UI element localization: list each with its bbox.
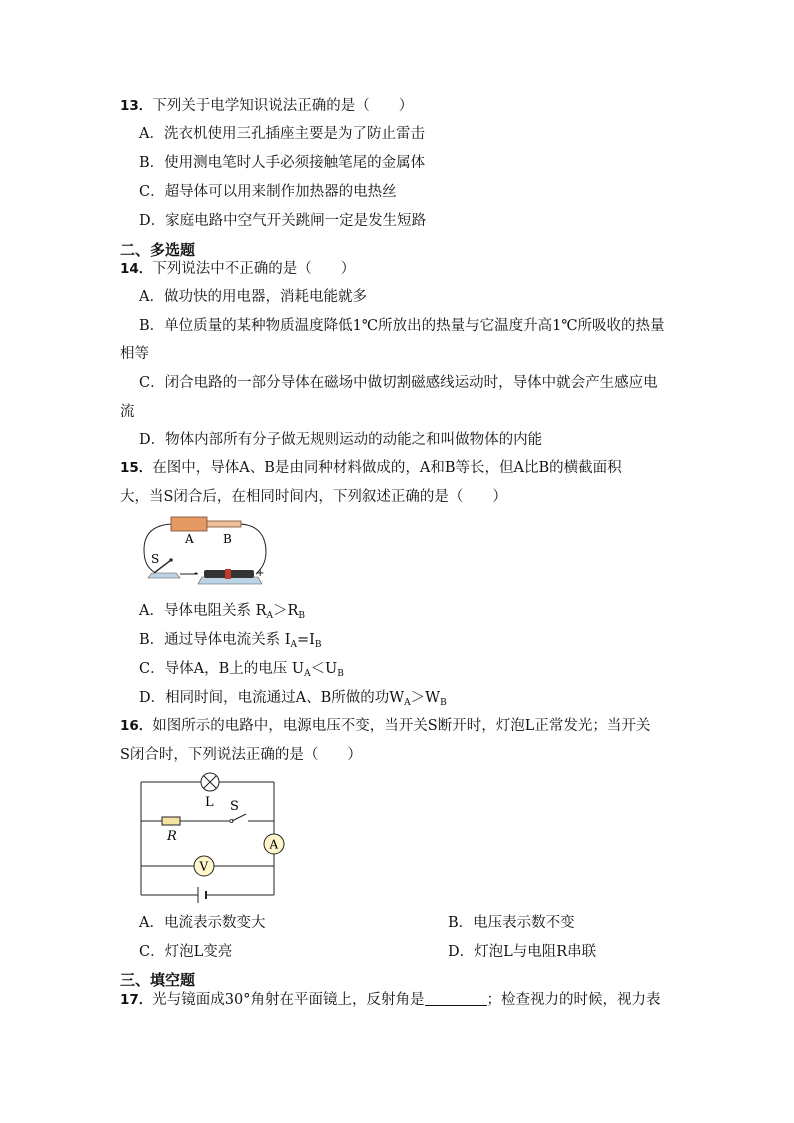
q16-option-b: B．电压表示数不变 [448, 915, 575, 931]
section-heading-fill-blank: 三、填空题 [120, 971, 196, 989]
q13-stem: 13．下列关于电学知识说法正确的是（ ） [120, 98, 414, 114]
q15-wire-right [240, 524, 266, 574]
q16-number: 16． [120, 718, 153, 734]
q16-label-s: S [230, 799, 239, 814]
q15-circuit-figure [138, 512, 273, 590]
q14-stem: 14．下列说法中不正确的是（ ） [120, 261, 356, 277]
q13-number: 13． [120, 98, 153, 114]
q15-switch-knob [169, 558, 173, 562]
q13-option-a: A．洗衣机使用三孔插座主要是为了防止雷击 [139, 126, 425, 142]
q15-label-s: S [151, 552, 160, 566]
q15-number: 15． [120, 460, 153, 476]
q16-stem-cont: S闭合时，下列说法正确的是（ ） [120, 747, 362, 763]
q16-resistor [162, 817, 180, 825]
q16-stem: 16．如图所示的电路中，电源电压不变，当开关S断开时，灯泡L正常发光；当开关 [120, 718, 651, 734]
q14-option-c: C．闭合电路的一部分导体在磁场中做切割磁感线运动时，导体中就会产生感应电 [139, 375, 658, 391]
q14-option-b: B．单位质量的某种物质温度降低1℃所放出的热量与它温度升高1℃所吸收的热量 [139, 318, 665, 334]
q17-stem: 17．光与镜面成30°角射在平面镜上，反射角是 ；检查视力的时候，视力表 [120, 992, 661, 1008]
q15-option-b: B．通过导体电流关系 $I_A=I_B$ [139, 632, 322, 650]
q16-circuit-figure [130, 768, 290, 908]
q13-option-d: D．家庭电路中空气开关跳闸一定是发生短路 [139, 213, 427, 229]
q15-option-a: A．导体电阻关系 $R_A>R_B$ [139, 603, 306, 621]
q16-label-a: A [269, 837, 279, 852]
q16-option-c: C．灯泡L变亮 [139, 944, 233, 960]
q15-stem: 15．在图中，导体A、B是由同种材料做成的，A和B等长，但A比B的横截面积 [120, 460, 622, 476]
q16-label-v: V [199, 859, 209, 874]
q17-number: 17． [120, 992, 153, 1008]
section-heading-multi-choice: 二、多选题 [120, 241, 196, 259]
q13-option-b: B．使用测电笔时人手必须接触笔尾的金属体 [139, 155, 426, 171]
q15-label-plus: + [256, 568, 265, 579]
q16-label-r: R [167, 829, 177, 844]
q14-number: 14． [120, 261, 153, 277]
q15-stem-cont: 大，当S闭合后，在相同时间内，下列叙述正确的是（ ） [120, 489, 507, 505]
q15-conductor-a [171, 517, 207, 531]
q16-option-d: D．灯泡L与电阻R串联 [448, 944, 597, 960]
q17-answer-blank[interactable] [425, 991, 487, 1006]
q14-option-d: D．物体内部所有分子做无规则运动的动能之和叫做物体的内能 [139, 432, 543, 448]
q14-option-c-cont: 流 [120, 404, 135, 420]
q15-battery-band [225, 569, 231, 579]
q15-option-d: D．相同时间，电流通过A、B所做的功$W_A>W_B$ [139, 690, 447, 708]
q14-option-b-cont: 相等 [120, 346, 149, 362]
q15-switch-base [148, 573, 180, 578]
q15-option-c: C．导体A，B上的电压 $U_A<U_B$ [139, 661, 344, 679]
q16-switch-blade [232, 814, 246, 821]
q14-option-a: A．做功快的用电器，消耗电能就多 [139, 289, 367, 305]
q13-option-c: C．超导体可以用来制作加热器的电热丝 [139, 184, 397, 200]
q15-label-minus: - [194, 566, 198, 579]
q16-label-l: L [205, 795, 214, 810]
q15-label-a: A [185, 532, 194, 546]
q16-option-a: A．电流表示数变大 [139, 915, 266, 931]
q15-label-b: B [223, 532, 232, 546]
q15-conductor-b [207, 521, 241, 527]
